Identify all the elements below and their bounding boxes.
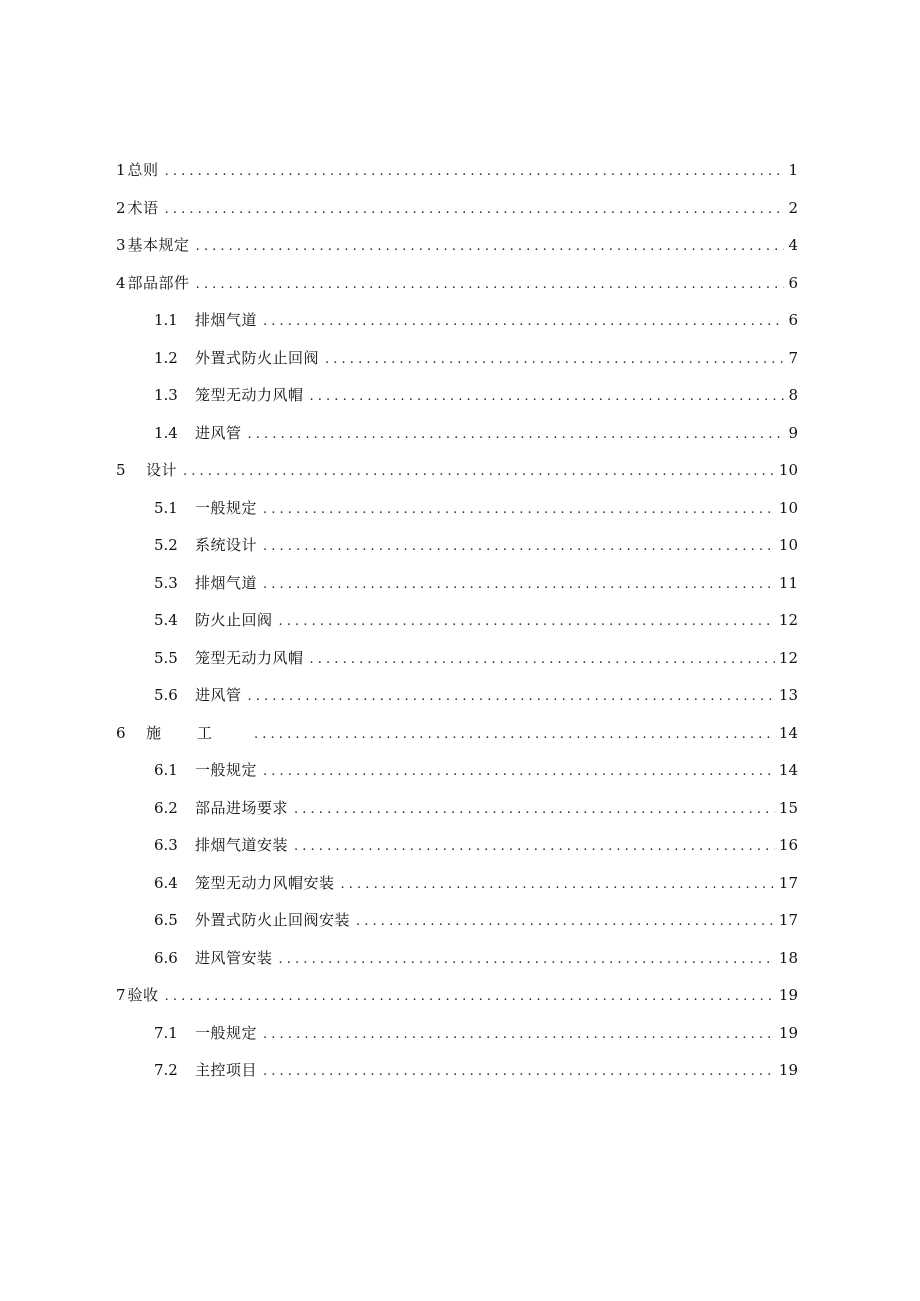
toc-leader-dots [310,378,785,416]
toc-page-number: 4 [788,236,798,254]
toc-page-number: 15 [778,798,798,817]
toc-number: 6.1 [154,761,178,779]
toc-title: 主控项目 [195,1061,258,1079]
toc-leader-dots [294,828,775,866]
toc-entry-1[interactable] [116,152,798,190]
toc-page-number: 7 [788,348,798,367]
toc-leader-dots [263,491,775,529]
toc-number: 6.2 [154,798,178,817]
toc-page-number: 19 [778,1023,798,1042]
toc-number: 1 [116,161,126,179]
toc-number: 5.4 [154,611,178,629]
toc-entry-6-5[interactable] [116,902,798,940]
toc-title: 进风管安装 [195,948,273,967]
toc-page-number: 1 [788,161,798,179]
toc-page-number: 17 [778,911,798,929]
toc-number: 1.4 [154,423,178,442]
toc-number: 5.3 [154,573,178,592]
toc-title: 外置式防火止回阀 [195,348,320,367]
toc-title: 外置式防火止回阀安装 [195,911,351,929]
toc-entry-1-2[interactable] [116,340,798,378]
toc-leader-dots [279,941,775,979]
toc-title: 验收 [127,986,159,1004]
toc-title: 一般规定 [195,1023,258,1042]
toc-leader-dots [263,566,775,604]
toc-entry-3[interactable] [116,227,798,265]
toc-leader-dots [196,266,785,304]
toc-entry-2[interactable] [116,190,798,228]
toc-page-number: 6 [788,273,798,292]
toc-title: 笼型无动力风帽安装 [195,873,335,892]
toc-title: 笼型无动力风帽 [195,648,304,667]
toc-leader-dots [183,453,775,491]
toc-number: 7.2 [154,1061,178,1079]
toc-leader-dots [325,341,784,379]
toc-leader-dots [263,1016,775,1054]
toc-entry-7-2[interactable] [116,1052,798,1090]
toc-page-number: 14 [778,723,798,742]
toc-title: 设计 [146,461,178,479]
toc-leader-dots [196,228,785,266]
toc-title: 进风管 [195,423,242,442]
toc-leader-dots [254,716,775,754]
toc-number: 3 [116,236,126,254]
toc-page-number: 8 [788,386,798,404]
toc-entry-6-2[interactable] [116,790,798,828]
toc-entry-6[interactable] [116,715,798,753]
toc-page-number: 10 [778,498,798,517]
toc-title: 总则 [127,161,159,179]
toc-number: 5.6 [154,686,178,704]
toc-leader-dots [341,866,775,904]
toc-page-number: 14 [778,761,798,779]
toc-entry-5[interactable] [116,452,798,490]
toc-page-number: 16 [778,836,798,854]
toc-title: 一般规定 [195,498,258,517]
toc-leader-dots [263,528,775,566]
toc-leader-dots [279,603,775,641]
toc-page-number: 11 [778,573,798,592]
toc-leader-dots [356,903,775,941]
toc-leader-dots [263,1053,775,1091]
toc-title: 系统设计 [195,536,258,554]
toc-leader-dots [165,153,785,191]
toc-number: 6.6 [154,948,178,967]
toc-page-number: 10 [778,536,798,554]
toc-entry-5-1[interactable] [116,490,798,528]
toc-entry-5-3[interactable] [116,565,798,603]
toc-page-number: 17 [778,873,798,892]
toc-entry-5-5[interactable] [116,640,798,678]
toc-number: 5.1 [154,498,178,517]
toc-number: 6.4 [154,873,178,892]
toc-number: 6.3 [154,836,178,854]
toc-entry-6-4[interactable] [116,865,798,903]
toc-entry-1-1[interactable] [116,302,798,340]
toc-entry-5-6[interactable] [116,677,798,715]
toc-entry-7-1[interactable] [116,1015,798,1053]
toc-title: 部品部件 [127,273,190,292]
table-of-contents [116,152,798,1090]
toc-leader-dots [165,191,785,229]
toc-number: 1.1 [154,311,178,329]
toc-page-number: 12 [778,611,798,629]
toc-number: 7.1 [154,1023,178,1042]
toc-entry-5-2[interactable] [116,527,798,565]
toc-number: 6 [116,723,126,742]
toc-title: 排烟气道安装 [195,836,289,854]
toc-leader-dots [294,791,775,829]
toc-title: 术语 [127,198,159,217]
toc-page-number: 19 [778,1061,798,1079]
toc-leader-dots [165,978,775,1016]
toc-page-number: 9 [788,423,798,442]
toc-page-number: 6 [788,311,798,329]
toc-entry-6-6[interactable] [116,940,798,978]
toc-entry-6-1[interactable] [116,752,798,790]
toc-title: 一般规定 [195,761,258,779]
toc-number: 1.3 [154,386,178,404]
toc-page-number: 13 [778,686,798,704]
toc-title: 部品进场要求 [195,798,289,817]
toc-entry-1-3[interactable] [116,377,798,415]
toc-number: 1.2 [154,348,178,367]
toc-title: 笼型无动力风帽 [195,386,304,404]
toc-page-number: 2 [788,198,798,217]
toc-page-number: 19 [778,986,798,1004]
toc-number: 5.2 [154,536,178,554]
toc-leader-dots [263,753,775,791]
toc-number: 2 [116,198,126,217]
toc-page-number: 12 [778,648,798,667]
toc-number: 7 [116,986,126,1004]
toc-leader-dots [263,303,784,341]
toc-entry-6-3[interactable] [116,827,798,865]
toc-page-number: 18 [778,948,798,967]
toc-entry-4[interactable] [116,265,798,303]
toc-title: 排烟气道 [195,573,258,592]
toc-page-number: 10 [778,461,798,479]
toc-number: 5.5 [154,648,178,667]
toc-leader-dots [248,678,775,716]
toc-number: 6.5 [154,911,178,929]
toc-title: 进风管 [195,686,242,704]
toc-number: 5 [116,461,126,479]
toc-entry-5-4[interactable] [116,602,798,640]
toc-leader-dots [310,641,775,679]
toc-title: 排烟气道 [195,311,258,329]
toc-title: 基本规定 [127,236,190,254]
toc-entry-7[interactable] [116,977,798,1015]
toc-number: 4 [116,273,126,292]
toc-title: 防火止回阀 [195,611,273,629]
toc-leader-dots [248,416,785,454]
toc-entry-1-4[interactable] [116,415,798,453]
toc-title: 施工 [146,723,249,742]
